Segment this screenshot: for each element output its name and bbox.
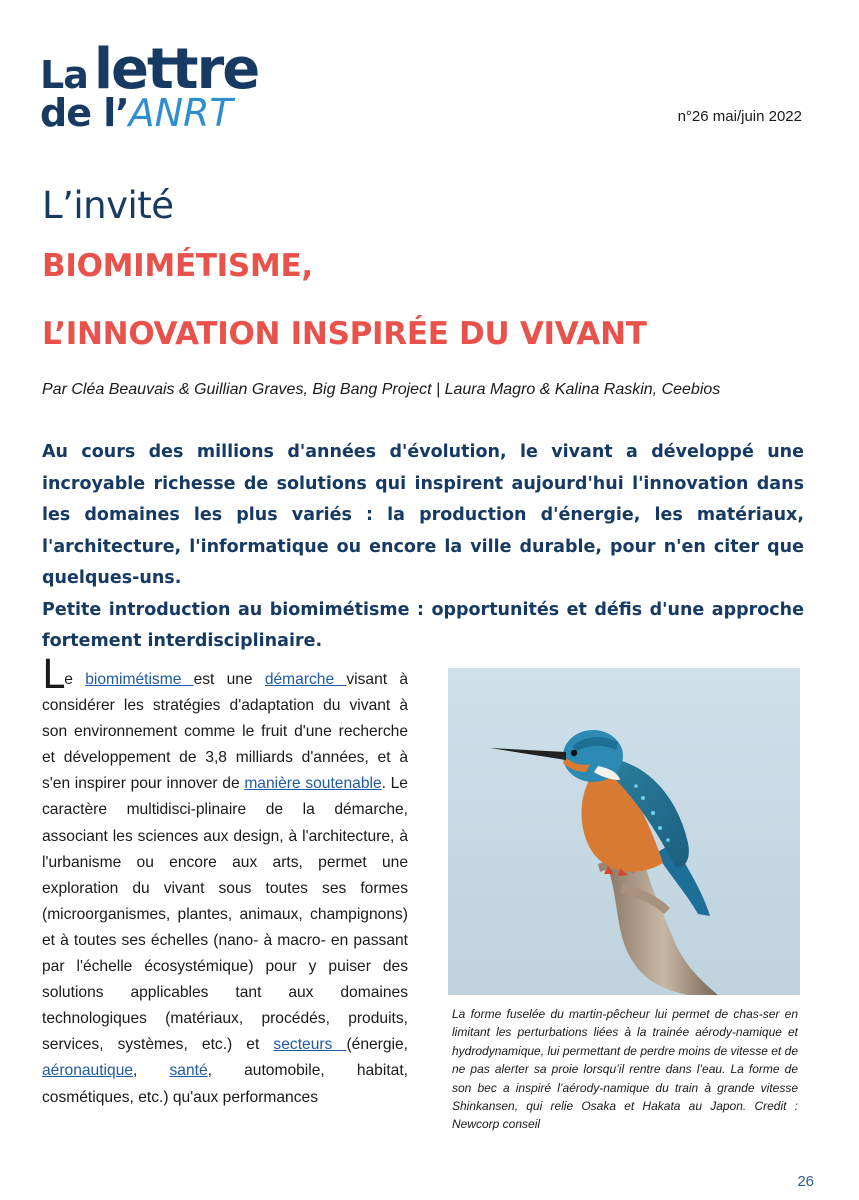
body-text-segment: . Le caractère multidisci-plinaire de la démarche, associant les sciences aux design, à l'architecture, à l'urbanisme ou encore aux arts, permet une exploration du vivant sous toutes ses formes (microorganismes, plantes, animaux, champignons) et à toutes ses échelles (nano- à macro- en passant par l'échelle écosystémique) pour y puiser des solutions applicables tant aux domaines technologiques (matériaux, procédés, produits, services, systèmes, etc.) et [42, 775, 408, 1054]
article-lead [42, 437, 804, 658]
logo-line-1 [40, 37, 259, 102]
issue-number: n°26 mai/juin 2022 [677, 108, 802, 125]
link-aeronautique[interactable]: aéronautique [42, 1062, 134, 1080]
logo-line-2 [40, 91, 233, 135]
page-number: 26 [797, 1173, 814, 1190]
logo-word-lettre: lettre [93, 37, 259, 102]
article-byline: Par Cléa Beauvais & Guillian Graves, Big Bang Project | Laura Magro & Kalina Raskin, Ceebios [42, 381, 721, 398]
body-text-segment: , automobile, habitat, cosmétiques, etc.) qu'aux performances [42, 1062, 408, 1106]
link-maniere-soutenable[interactable]: manière soutenable [244, 775, 382, 793]
publication-logo [40, 30, 280, 140]
link-demarche[interactable]: démarche [264, 671, 347, 688]
kingfisher-photo [448, 668, 800, 995]
body-text-segment: visant à considérer les stratégies d'adaptation du vivant à son environnement comme le fruit d'une recherche et développement de 3,8 milliards d'années, et à s'en inspirer pour innover de [42, 671, 408, 793]
link-secteurs[interactable]: secteurs [273, 1036, 347, 1054]
lead-paragraph-2: Petite introduction au biomimétisme : opportunités et défis d'une approche fortement interdisciplinaire. [42, 599, 804, 651]
article-body [42, 652, 408, 1111]
lead-paragraph-1: Au cours des millions d'années d'évolution, le vivant a développé une incroyable richesse de solutions qui inspirent aujourd'hui l'innovation dans les domaines les plus variés : la production d'énergie, les matériaux, l'architecture, l'informatique ou encore la ville durable, pour n'en citer que quelques-uns. [42, 442, 804, 588]
body-text-segment: e [64, 671, 86, 688]
link-sante[interactable]: santé [169, 1062, 208, 1080]
body-text-segment: est une [193, 671, 265, 688]
drop-cap: L [42, 652, 65, 698]
link-biomimetisme[interactable]: biomimétisme [85, 671, 194, 688]
logo-word-la: La [40, 53, 88, 97]
body-text-segment: (énergie, [346, 1036, 408, 1054]
logo-word-de: de l’ [40, 91, 129, 135]
body-text-segment: , [133, 1062, 170, 1080]
kingfisher-illustration [448, 668, 800, 995]
article-title-line-1: BIOMIMÉTISME, [42, 248, 313, 284]
logo-anrt-brand: ANRT [128, 91, 233, 135]
section-title: L’invité [42, 184, 174, 227]
photo-caption: La forme fuselée du martin-pêcheur lui permet de chas-ser en limitant les perturbations liées à la trainée aérody-namique et hydrodynamique, lui permettant de perdre moins de vitesse et de ne pas alerter sa proie lorsqu’il rentre dans l’eau. La forme de son bec a inspiré l’aérody-namique du train à grande vitesse Shinkansen, qui relie Osaka et Hakata au Japon. Credit : Newcorp conseil [452, 1007, 798, 1132]
article-title-line-2: L’INNOVATION INSPIRÉE DU VIVANT [42, 316, 647, 352]
